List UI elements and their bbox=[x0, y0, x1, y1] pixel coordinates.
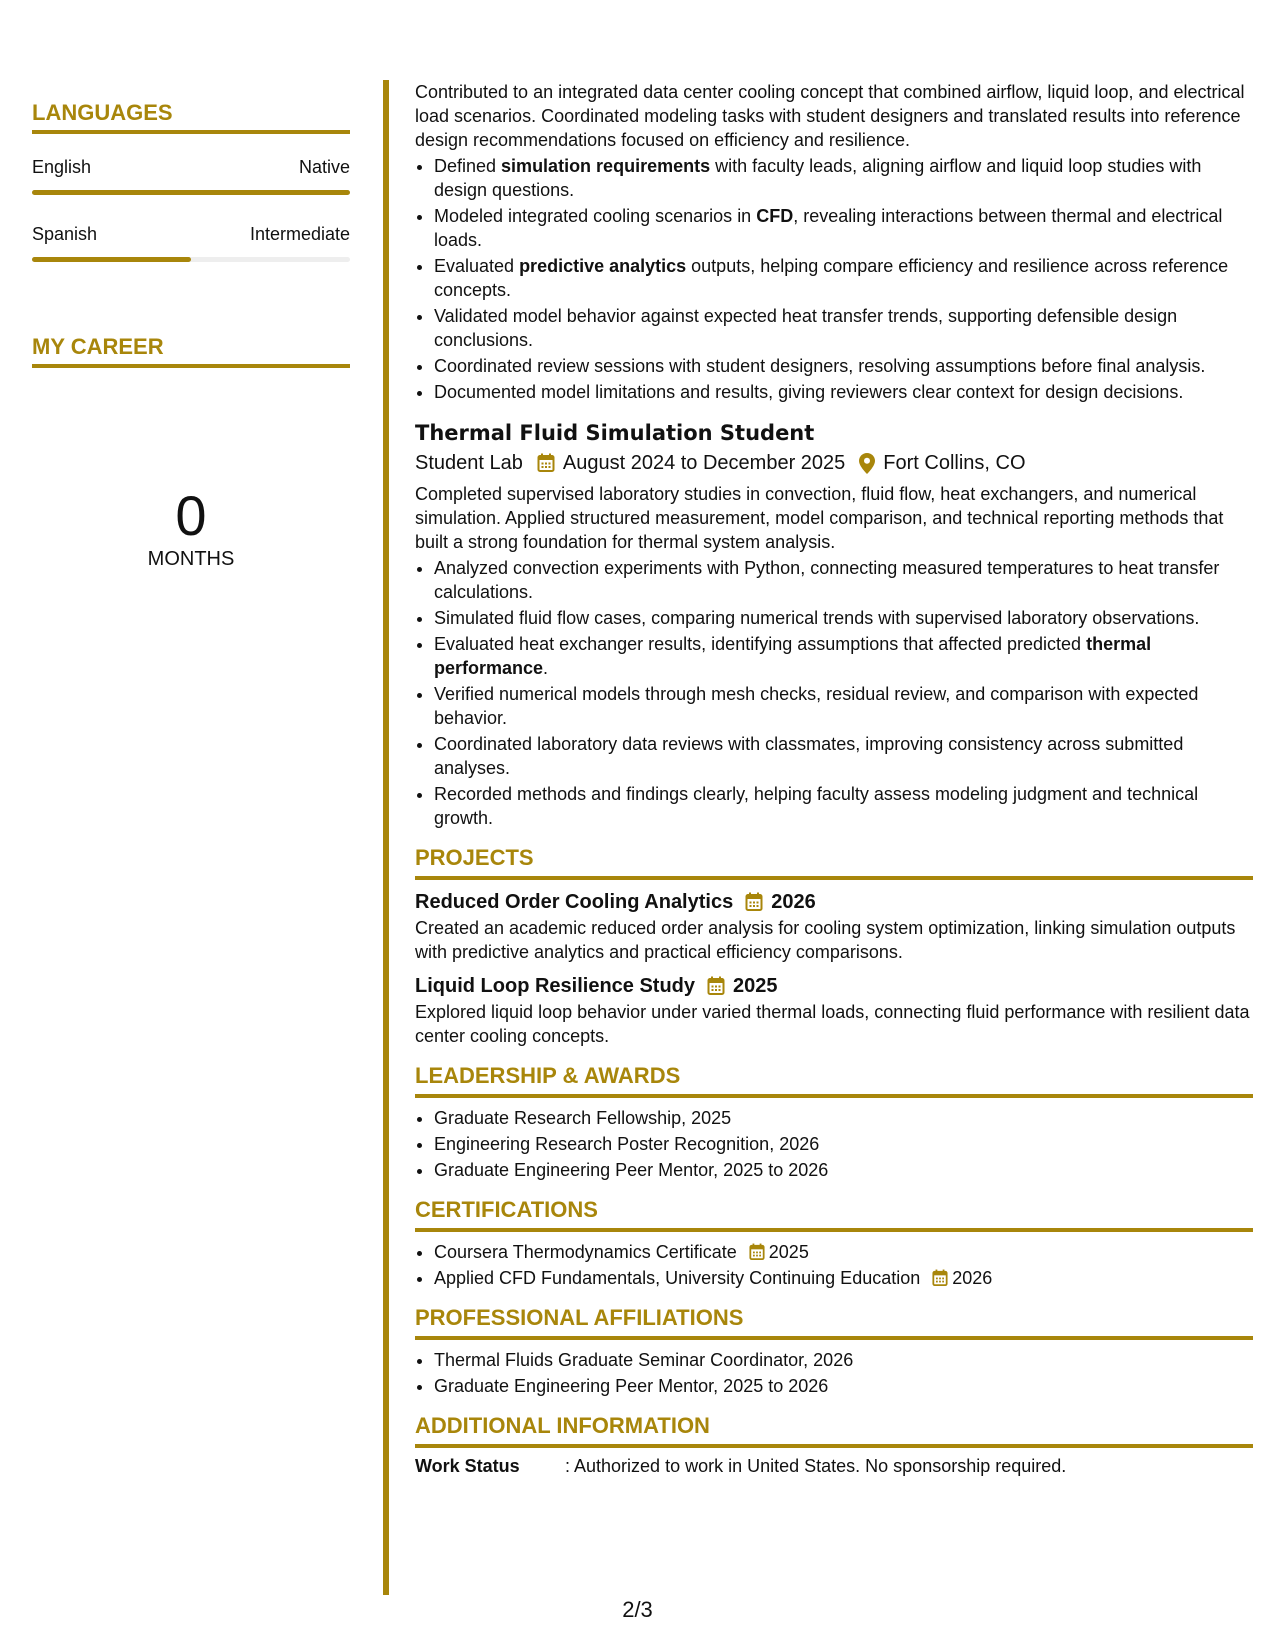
left-column bbox=[32, 100, 350, 571]
calendar-icon bbox=[745, 892, 763, 912]
language-proficiency-fill bbox=[32, 190, 350, 195]
list-item: • Graduate Engineering Peer Mentor, 2025 to 2026 bbox=[434, 1158, 1253, 1182]
list-item: • Documented model limitations and results, giving reviewers clear context for design decisions. bbox=[434, 380, 1253, 404]
list-item: • Thermal Fluids Graduate Seminar Coordinator, 2026 bbox=[434, 1348, 1253, 1372]
job-dates: August 2024 to December 2025 bbox=[562, 452, 846, 474]
list-item: • Coordinated laboratory data reviews with classmates, improving consistency across submitted analyses. bbox=[434, 732, 1253, 780]
job-bullets bbox=[415, 556, 1253, 830]
certification-year: 2025 bbox=[768, 1242, 809, 1262]
list-item bbox=[434, 1240, 1253, 1264]
list-item: • Evaluated predictive analytics outputs, helping compare efficiency and resilience across reference concepts. bbox=[434, 254, 1253, 302]
project-description: Created an academic reduced order analysis for cooling system optimization, linking simulation outputs with predictive analytics and practical efficiency comparisons. bbox=[415, 918, 1236, 962]
column-divider bbox=[383, 80, 389, 1595]
certifications-heading: CERTIFICATIONS bbox=[415, 1196, 1253, 1232]
list-item: • Verified numerical models through mesh checks, residual review, and comparison with expected behavior. bbox=[434, 682, 1253, 730]
language-proficiency-fill bbox=[32, 257, 191, 262]
projects-heading: PROJECTS bbox=[415, 844, 1253, 880]
list-item: • Recorded methods and findings clearly, helping faculty assess modeling judgment and technical growth. bbox=[434, 782, 1253, 830]
job-title: Thermal Fluid Simulation Student bbox=[415, 421, 815, 445]
job-location: Fort Collins, CO bbox=[883, 452, 1026, 474]
language-name: English bbox=[32, 157, 92, 177]
experience-summary: Contributed to an integrated data center cooling concept that combined airflow, liquid loop, and electrical load scenarios. Coordinated modeling tasks with student designers and translated results into reference design recommendations focused on efficiency and resilience. bbox=[415, 82, 1245, 150]
affiliations-list bbox=[415, 1348, 1253, 1398]
list-item: • Coordinated review sessions with student designers, resolving assumptions before final analysis. bbox=[434, 354, 1253, 378]
project-description: Explored liquid loop behavior under varied thermal loads, connecting fluid performance with resilient data center cooling concepts. bbox=[415, 1002, 1250, 1046]
project-name: Reduced Order Cooling Analytics bbox=[415, 891, 734, 913]
list-item: • Engineering Research Poster Recognition, 2026 bbox=[434, 1132, 1253, 1156]
experience-bullets bbox=[415, 154, 1253, 404]
page-number: 2/3 bbox=[622, 1597, 653, 1622]
project-year: 2025 bbox=[733, 975, 778, 997]
certification-name: • Applied CFD Fundamentals, University Continuing Education bbox=[434, 1268, 921, 1288]
language-name: Spanish bbox=[32, 224, 98, 244]
language-level: Native bbox=[298, 157, 350, 177]
list-item: • Graduate Engineering Peer Mentor, 2025 to 2026 bbox=[434, 1374, 1253, 1398]
list-item: • Modeled integrated cooling scenarios in CFD, revealing interactions between thermal and electrical loads. bbox=[434, 204, 1253, 252]
list-item bbox=[434, 1266, 1253, 1290]
certifications-list bbox=[415, 1240, 1253, 1290]
job-meta bbox=[415, 448, 1253, 478]
job-summary: Completed supervised laboratory studies in convection, fluid flow, heat exchangers, and numerical simulation. Applied structured measurement, model comparison, and technical reporting methods that built a strong foundation for thermal system analysis. bbox=[415, 484, 1224, 552]
career-duration bbox=[32, 484, 350, 571]
language-level: Intermediate bbox=[249, 224, 350, 244]
additional-info-heading: ADDITIONAL INFORMATION bbox=[415, 1412, 1253, 1448]
right-column bbox=[415, 80, 1253, 1478]
work-status-row bbox=[415, 1454, 1253, 1478]
location-pin-icon bbox=[859, 453, 875, 474]
calendar-icon bbox=[537, 453, 555, 473]
job-company: Student Lab bbox=[415, 452, 523, 474]
work-status-label: Work Status bbox=[415, 1456, 520, 1476]
project-year: 2026 bbox=[771, 891, 816, 913]
career-months-value: 0 bbox=[175, 484, 207, 547]
work-status-value: : Authorized to work in United States. No sponsorship required. bbox=[565, 1456, 1067, 1476]
list-item: • Analyzed convection experiments with Python, connecting measured temperatures to heat transfer calculations. bbox=[434, 556, 1253, 604]
list-item: • Graduate Research Fellowship, 2025 bbox=[434, 1106, 1253, 1130]
career-months-unit: MONTHS bbox=[147, 548, 235, 570]
list-item: • Defined simulation requirements with faculty leads, aligning airflow and liquid loop studies with design questions. bbox=[434, 154, 1253, 202]
language-proficiency-bar bbox=[32, 190, 350, 195]
languages-heading: LANGUAGES bbox=[32, 100, 350, 134]
list-item: • Simulated fluid flow cases, comparing numerical trends with supervised laboratory observations. bbox=[434, 606, 1253, 630]
certification-name: • Coursera Thermodynamics Certificate bbox=[434, 1242, 737, 1262]
project-title bbox=[415, 888, 1253, 916]
career-section bbox=[32, 334, 350, 571]
leadership-heading: LEADERSHIP & AWARDS bbox=[415, 1062, 1253, 1098]
certification-year: 2026 bbox=[952, 1268, 993, 1288]
list-item: • Validated model behavior against expected heat transfer trends, supporting defensible design conclusions. bbox=[434, 304, 1253, 352]
list-item: • Evaluated heat exchanger results, identifying assumptions that affected predicted thermal performance. bbox=[434, 632, 1253, 680]
language-row bbox=[32, 223, 350, 245]
project-name: Liquid Loop Resilience Study bbox=[415, 975, 696, 997]
calendar-icon bbox=[707, 976, 725, 996]
career-heading: MY CAREER bbox=[32, 334, 350, 368]
language-row bbox=[32, 156, 350, 178]
leadership-list bbox=[415, 1106, 1253, 1182]
calendar-icon bbox=[932, 1269, 948, 1287]
calendar-icon bbox=[749, 1243, 765, 1261]
project-title bbox=[415, 972, 1253, 1000]
language-proficiency-bar bbox=[32, 257, 350, 262]
affiliations-heading: PROFESSIONAL AFFILIATIONS bbox=[415, 1304, 1253, 1340]
